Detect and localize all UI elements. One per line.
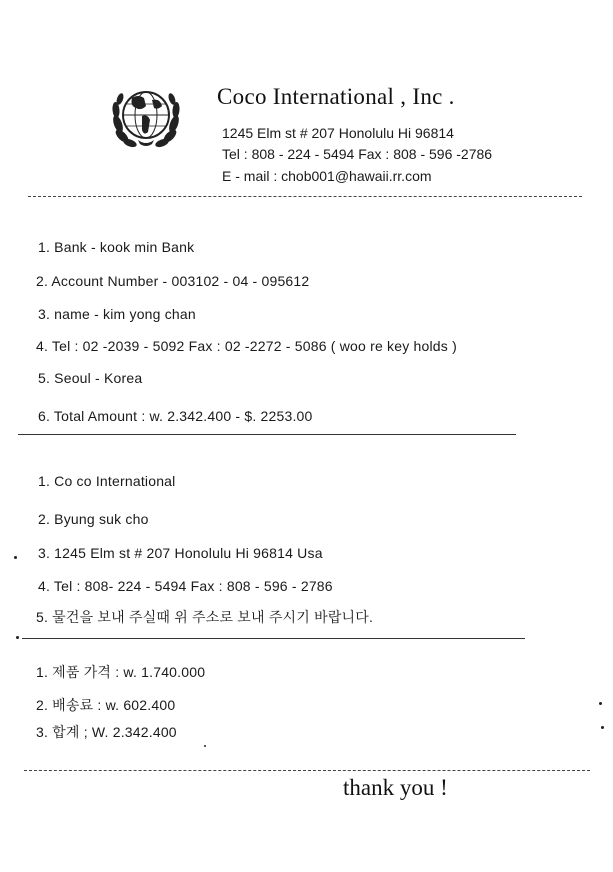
bank-item-4: 4. Tel : 02 -2039 - 5092 Fax : 02 -2272 - 5086 ( woo re key holds ) [36,338,457,354]
bank-item-5: 5. Seoul - Korea [38,370,143,386]
company-email: E - mail : chob001@hawaii.rr.com [222,168,432,184]
recipient-item-4: 4. Tel : 808- 224 - 5494 Fax : 808 - 596 - 2786 [38,578,333,594]
scan-speck [204,745,206,747]
price-item-3: 3. 합계 ; W. 2.342.400 [36,724,177,740]
thank-you-text: thank you ! [343,775,448,800]
company-phone-fax: Tel : 808 - 224 - 5494 Fax : 808 - 596 -2786 [222,146,493,162]
recipient-item-1: 1. Co co International [38,473,176,489]
price-item-2: 2. 배송료 : w. 602.400 [36,697,176,713]
company-name: Coco International , Inc . [217,84,455,109]
recipient-item-5: 5. 물건을 보내 주실때 위 주소로 보내 주시기 바랍니다. [36,609,374,625]
recipient-item-2: 2. Byung suk cho [38,511,149,527]
section-divider-1 [18,434,516,435]
price-item-1: 1. 제품 가격 : w. 1.740.000 [36,664,206,680]
bank-item-2: 2. Account Number - 003102 - 04 - 095612 [36,273,310,289]
header-divider [28,196,582,197]
scan-speck [14,556,17,559]
section-divider-2 [22,638,525,639]
globe-wreath-logo [108,84,184,150]
bank-item-3: 3. name - kim yong chan [38,306,196,322]
bank-item-6: 6. Total Amount : w. 2.342.400 - $. 2253.00 [38,408,313,424]
footer-divider [24,770,590,771]
scan-speck [599,702,602,705]
bank-item-1: 1. Bank - kook min Bank [38,239,195,255]
scan-speck [601,726,604,729]
company-address: 1245 Elm st # 207 Honolulu Hi 96814 [222,125,454,141]
scan-speck [16,636,19,639]
recipient-item-3: 3. 1245 Elm st # 207 Honolulu Hi 96814 Usa [38,545,323,561]
